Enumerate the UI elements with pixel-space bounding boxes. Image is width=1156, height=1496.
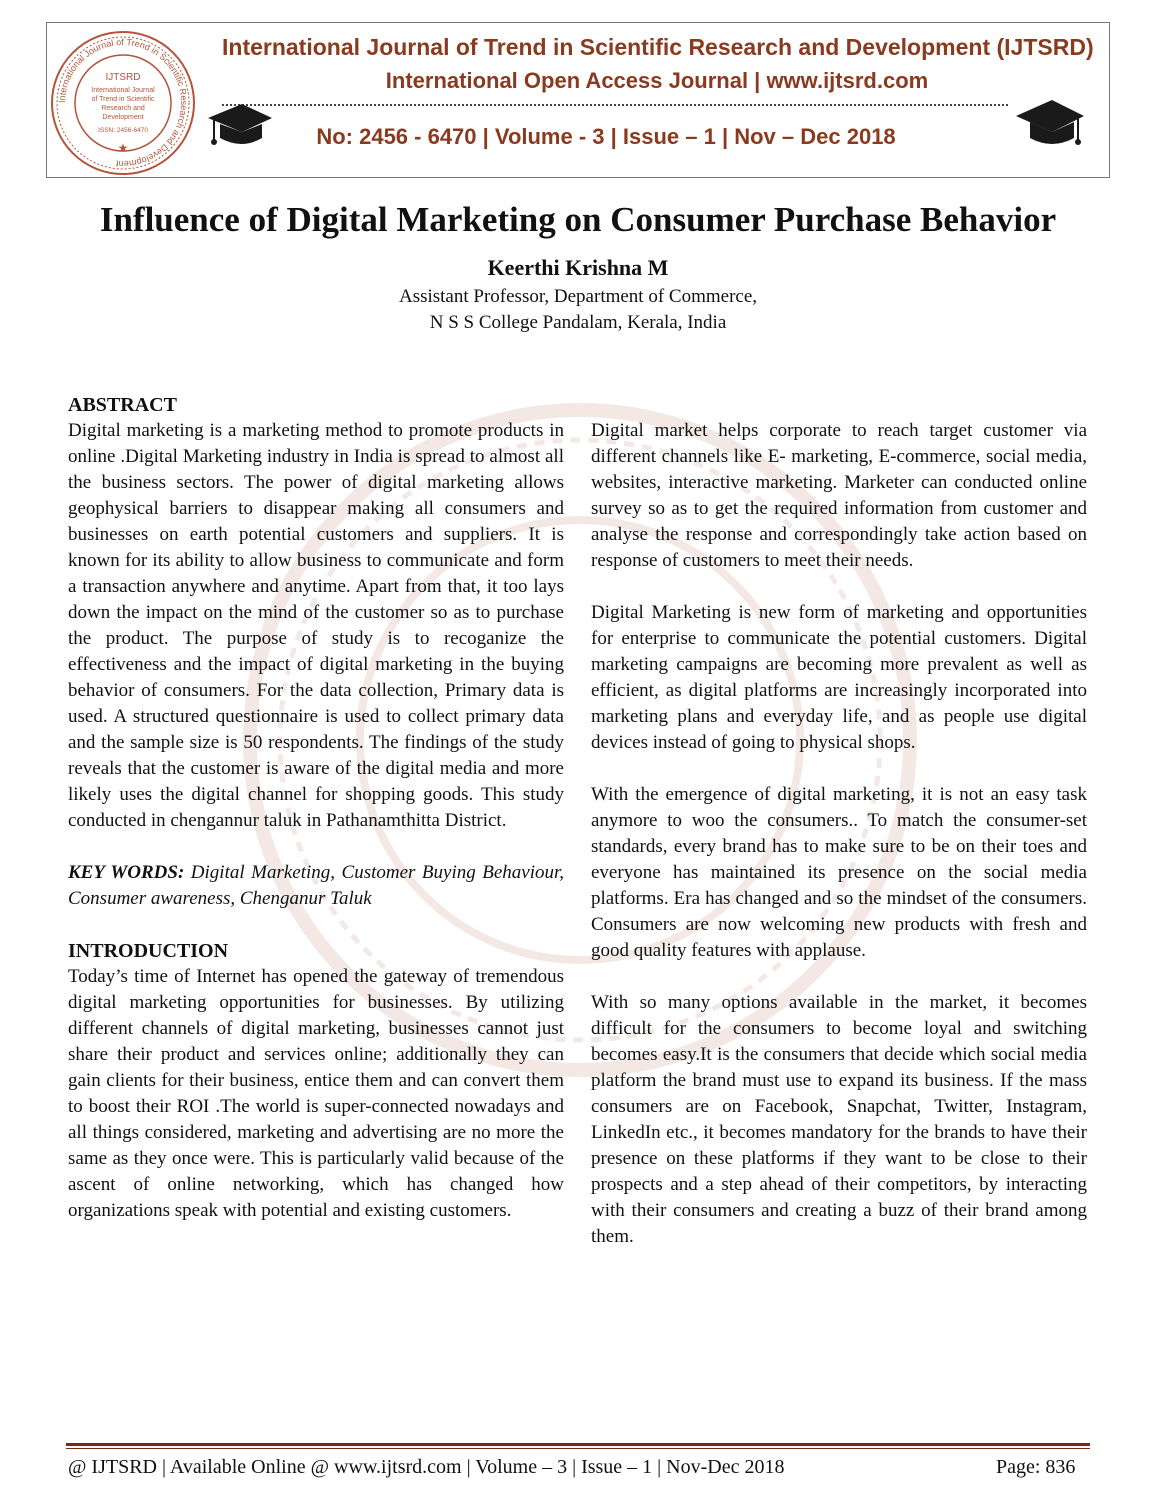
right-paragraph-1: Digital market helps corporate to reach target customer via different channels like E- marketing, E-commerce, social media, websites, interactive marketing. Marketer can conducted online survey so as to get the required information from customer and analyse the response and correspondingly take action based on response of customers to meet their needs. [591,420,1087,571]
introduction-text: Today’s time of Internet has opened the gateway of tremendous digital marketing opportunities for businesses. By utilizing different channels of digital marketing, businesses cannot just share their product and services online; additionally they can gain clients for their business, entice them and can convert them to boost their ROI .The world is super-connected nowadays and all things considered, marketing and advertising are no more the same as they once were. This is particularly valid because of the ascent of online networking, which has changed how organizations speak with potential and existing customers. [68,966,564,1221]
svg-text:Research and: Research and [101,105,145,112]
journal-title: International Journal of Trend in Scientific Research and Development (IJTSRD) [222,34,1094,60]
keywords [68,860,564,912]
right-column [591,418,1087,1250]
right-paragraph-3: With the emergence of digital marketing, it is not an easy task anymore to woo the consumers.. To match the consumer-set standards, every brand has to make sure to be on their toes and everyone has maintained its presence on the social media platforms. Era has changed and so the mindset of the consumers. Consumers are now welcoming new products with fresh and good quality features with applause. [591,784,1087,961]
keywords-text: Digital Marketing, Customer Buying Behaviour, Consumer awareness, Chenganur Taluk [68,862,565,909]
svg-text:ISSN: 2456-6470: ISSN: 2456-6470 [98,127,148,134]
footer-rule [66,1443,1090,1446]
right-paragraph-4: With so many options available in the market, it becomes difficult for the consumers to become loyal and switching becomes easy.It is the consumers that decide which social media platform the brand must use to expand its business. If the mass consumers are on Facebook, Snapchat, Twitter, Instagram, LinkedIn etc., it becomes mandatory for the brands to have their presence on these platforms if they want to be close to their prospects and a step ahead of their competitors, by interacting with their consumers and creating a buzz of their brand among them. [591,992,1087,1247]
introduction-heading: INTRODUCTION [68,940,229,962]
abstract-heading: ABSTRACT [68,394,177,416]
paper-title: Influence of Digital Marketing on Consumer Purchase Behavior [99,200,1057,239]
footer-rule-thin [66,1448,1090,1449]
footer-citation: @ IJTSRD | Available Online @ www.ijtsrd.com | Volume – 3 | Issue – 1 | Nov-Dec 2018 [68,1456,785,1478]
affiliation-line-2: N S S College Pandalam, Kerala, India [429,312,727,333]
author-name: Keerthi Krishna M [487,255,669,280]
graduation-cap-icon [1012,96,1088,152]
journal-subtitle: International Open Access Journal | www.ijtsrd.com [385,68,929,93]
page-number: Page: 836 [996,1456,1076,1478]
svg-text:International Journal of Trend: International Journal of Trend in Scientific Research and Development [56,36,190,170]
abstract-text: Digital marketing is a marketing method to promote products in online .Digital Marketing industry in India is spread to almost all the business sectors. The power of digital marketing allows geophysical barriers to disappear making all consumers and businesses on earth potential customers and suppliers. It is known for its ability to allow business to communicate and form a transaction anywhere and anytime. Apart from that, it too lays down the impact on the mind of the customer so as to purchase the product. The purpose of study is to recoganize the effectiveness and the impact of digital marketing in the buying behavior of consumers. For the data collection, Primary data is used. A structured questionnaire is used to collect primary data and the sample size is 50 respondents. The findings of the study reveals that the customer is aware of the digital media and more likely uses the digital channel for shopping goods. This study conducted in chengannur taluk in Pathanamthitta District. [68,420,564,831]
header-dotted-rule [222,104,1008,106]
journal-seal-logo [50,30,196,176]
issue-line: No: 2456 - 6470 | Volume - 3 | Issue – 1 | Nov – Dec 2018 [316,124,896,149]
svg-text:of Trend in Scientific: of Trend in Scientific [91,96,155,103]
keywords-label: KEY WORDS: [68,862,185,883]
svg-text:International Journal: International Journal [91,87,155,94]
affiliation-line-1: Assistant Professor, Department of Commerce, [398,286,758,307]
svg-text:Development: Development [102,114,144,121]
right-paragraph-2: Digital Marketing is new form of marketing and opportunities for enterprise to communicate the potential customers. Digital marketing campaigns are becoming more prevalent as well as efficient, as digital platforms are increasingly incorporated into marketing plans and everyday life, and as people use digital devices instead of going to physical shops. [591,602,1087,753]
left-column [68,392,564,1224]
svg-text:★: ★ [117,141,129,155]
svg-text:IJTSRD: IJTSRD [105,72,141,83]
